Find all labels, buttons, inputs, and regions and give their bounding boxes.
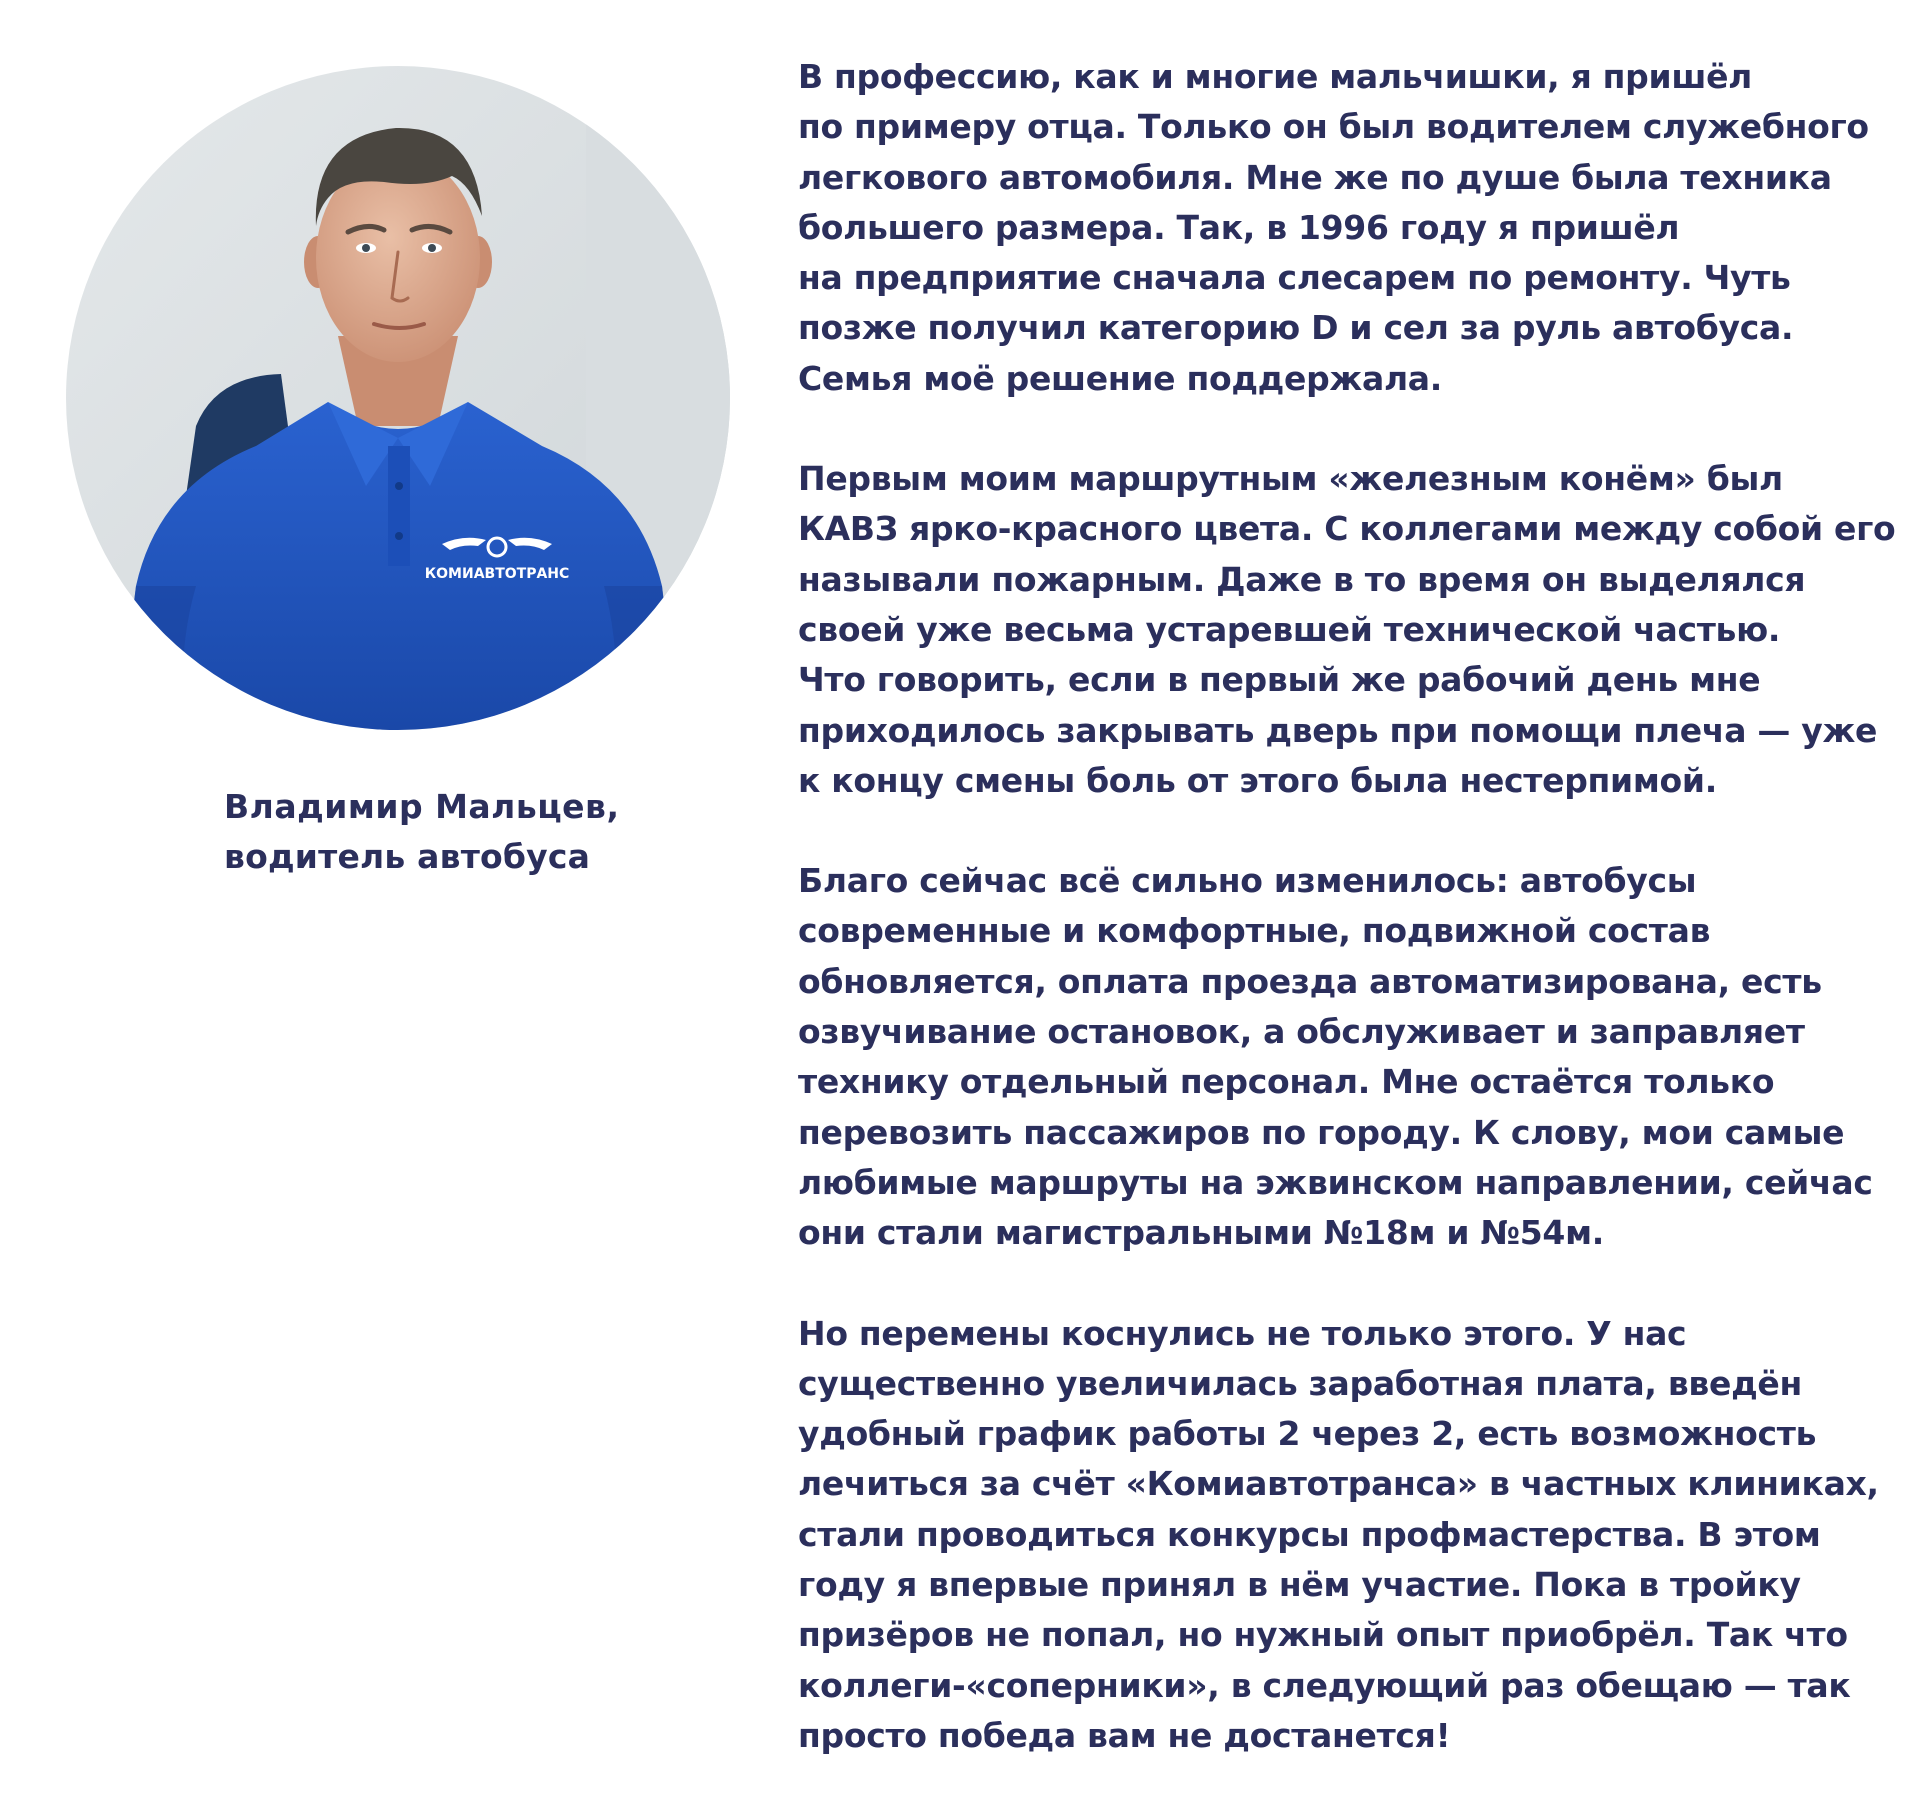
text-line: на предприятие сначала слесарем по ремонту. Чуть [798, 258, 1791, 298]
text-line: любимые маршруты на эжвинском направлении, сейчас [798, 1162, 1873, 1202]
text-line: Первым моим маршрутным «железным конём» был [798, 459, 1783, 499]
text-line: обновляется, оплата проезда автоматизирована, есть [798, 961, 1822, 1001]
text-line: Благо сейчас всё сильно изменилось: автобусы [798, 861, 1697, 901]
text-line: технику отдельный персонал. Мне остаётся только [798, 1062, 1775, 1102]
text-line: позже получил категорию D и сел за руль автобуса. [798, 308, 1794, 348]
text-line: стали проводиться конкурсы профмастерства. В этом [798, 1514, 1821, 1554]
article-paragraph [798, 454, 1898, 806]
person-caption [224, 782, 744, 882]
text-line: озвучивание остановок, а обслуживает и заправляет [798, 1012, 1805, 1052]
text-line: называли пожарным. Даже в то время он выделялся [798, 559, 1806, 599]
text-line: они стали магистральными №18м и №54м. [798, 1213, 1605, 1253]
text-line: Семья моё решение поддержала. [798, 358, 1443, 398]
article-paragraph [798, 856, 1898, 1258]
portrait-photo [66, 66, 730, 730]
text-line: к концу смены боль от этого была нестерпимой. [798, 760, 1717, 800]
text-line: перевозить пассажиров по городу. К слову, мои самые [798, 1112, 1845, 1152]
text-line: удобный график работы 2 через 2, есть возможность [798, 1414, 1817, 1454]
text-line: приходилось закрывать дверь при помощи плеча — уже [798, 710, 1878, 750]
text-line: призёров не попал, но нужный опыт приобрёл. Так что [798, 1615, 1848, 1655]
text-line: Но перемены коснулись не только этого. У нас [798, 1313, 1687, 1353]
text-line: КАВЗ ярко-красного цвета. С коллегами между собой его [798, 509, 1896, 549]
text-line: своей уже весьма устаревшей технической частью. [798, 609, 1781, 649]
article-paragraph [798, 1309, 1898, 1762]
text-line: по примеру отца. Только он был водителем служебного [798, 107, 1869, 147]
person-name: Владимир Мальцев, [224, 787, 620, 826]
article-body [798, 52, 1898, 1811]
text-line: Что говорить, если в первый же рабочий день мне [798, 660, 1761, 700]
text-line: большего размера. Так, в 1996 году я пришёл [798, 207, 1680, 247]
person-role: водитель автобуса [224, 837, 591, 876]
article-paragraph [798, 52, 1898, 404]
text-line: существенно увеличилась заработная плата, введён [798, 1363, 1803, 1403]
portrait-illustration [66, 66, 730, 730]
text-line: коллеги-«соперники», в следующий раз обещаю — так [798, 1665, 1851, 1705]
text-line: В профессию, как и многие мальчишки, я пришёл [798, 57, 1753, 96]
text-line: легкового автомобиля. Мне же по душе была техника [798, 157, 1832, 197]
text-line: лечиться за счёт «Комиавтотранса» в частных клиниках, [798, 1464, 1879, 1504]
text-line: современные и комфортные, подвижной состав [798, 911, 1711, 951]
shirt-logo-text: КОМИАВТОТРАНС [424, 566, 570, 582]
text-line: просто победа вам не достанется! [798, 1715, 1451, 1755]
text-line: году я впервые принял в нём участие. Пока в тройку [798, 1565, 1801, 1605]
